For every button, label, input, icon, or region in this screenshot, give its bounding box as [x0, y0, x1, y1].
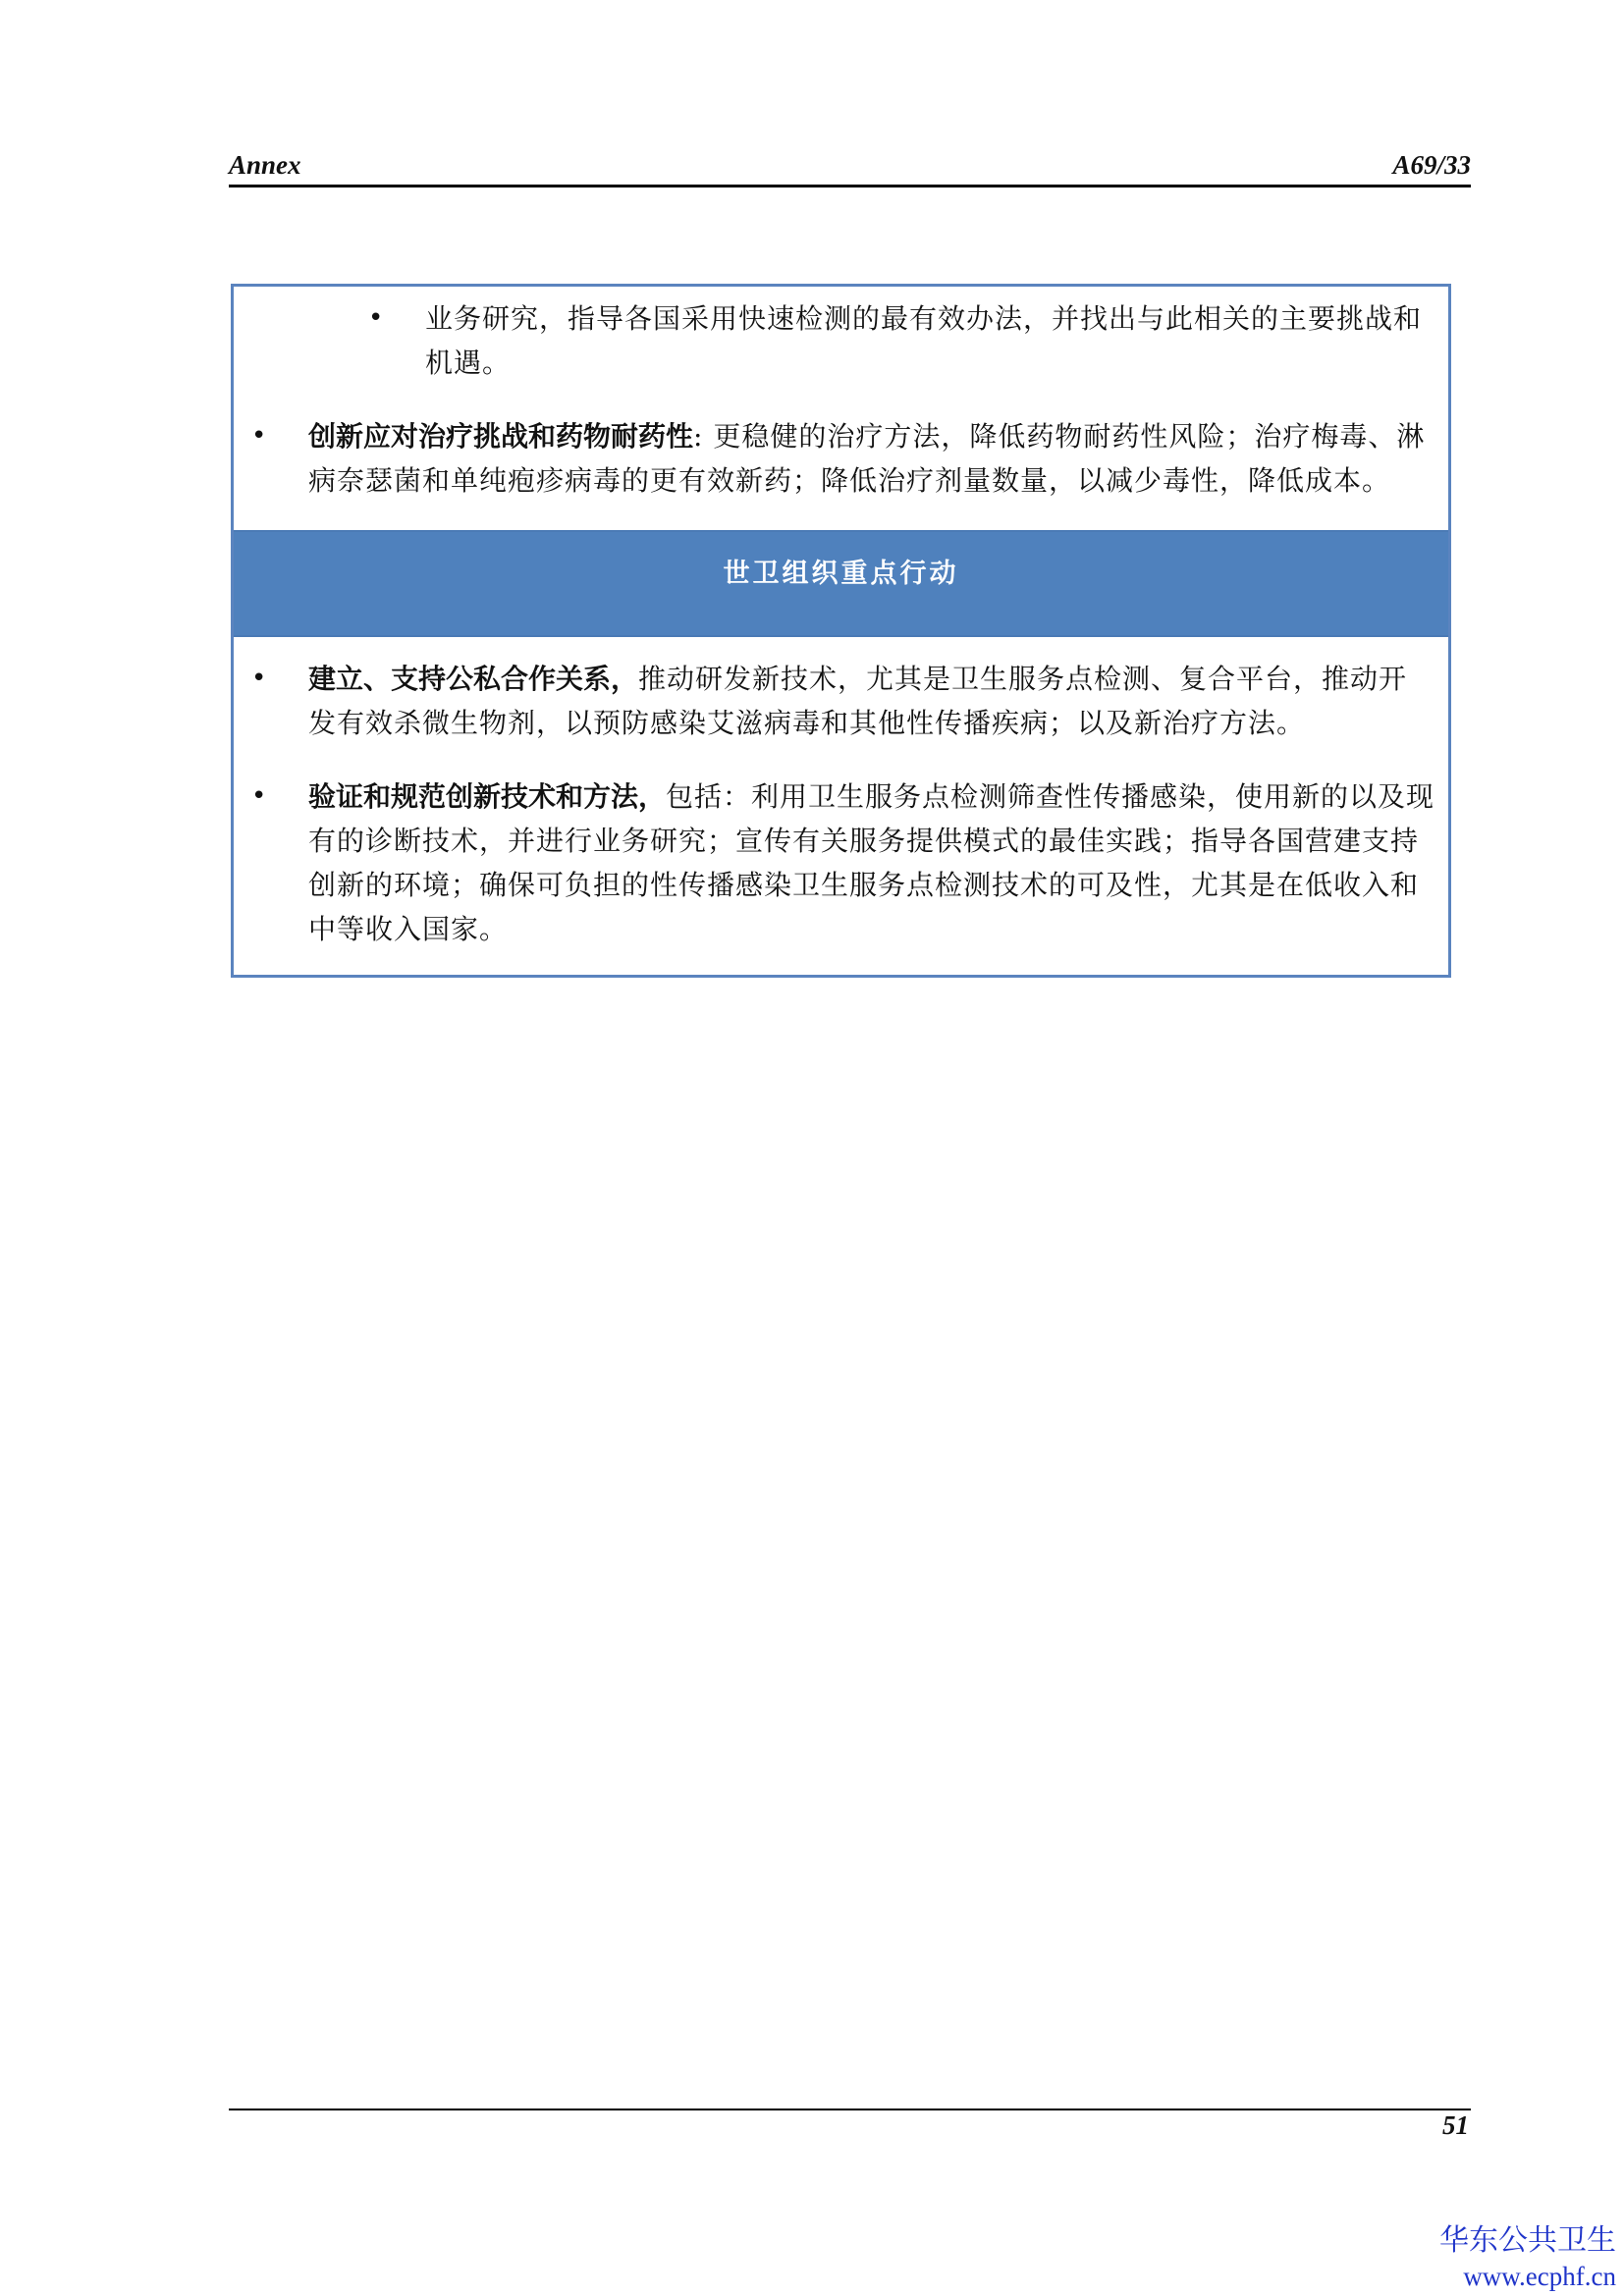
item-bold-lead: 创新应对治疗挑战和药物耐药性 [308, 420, 694, 453]
watermark-url: www.ecphf.cn [1463, 2262, 1616, 2291]
list-item-public-private-partnerships [251, 657, 1435, 745]
box-top-section [234, 287, 1448, 530]
header-annex-label: Annex [229, 150, 301, 180]
list-item-operational-research [368, 296, 1436, 385]
item-text: 包括：利用卫生服务点检测筛查性传播感染，使用新的以及现有的诊断技术，并进行业务研究；宣传有关服务提供模式的最佳实践；指导各国营建支持创新的环境；确保可负担的性传播感染卫生服务点检测技术的可及性，尤其是在低收入和中等收入国家。 [308, 780, 1435, 945]
list-item-treatment-innovation [251, 414, 1435, 503]
bullet-icon: • [251, 664, 268, 693]
who-priority-actions-banner [234, 530, 1448, 637]
item-text: 业务研究，指导各国采用快速检测的最有效办法，并找出与此相关的主要挑战和机遇。 [425, 302, 1423, 379]
banner-title: 世卫组织重点行动 [723, 559, 959, 589]
item-bold-lead: 验证和规范创新技术和方法， [308, 780, 667, 813]
item-text: 推动研发新技术，尤其是卫生服务点检测、复合平台，推动开发有效杀微生物剂，以预防感染艾滋病毒和其他性传播疾病；以及新治疗方法。 [308, 663, 1408, 739]
watermark-name: 华东公共卫生 [1439, 2223, 1616, 2258]
bullet-icon: • [368, 303, 385, 333]
watermark [1439, 2222, 1616, 2295]
list-item-validate-innovations [251, 774, 1435, 951]
footer-divider [229, 2109, 1471, 2110]
running-header [229, 150, 1471, 187]
header-document-code: A69/33 [1392, 150, 1471, 180]
content-box [231, 284, 1451, 978]
box-bottom-section [234, 637, 1448, 975]
item-bold-lead: 建立、支持公私合作关系， [308, 663, 639, 695]
bullet-icon: • [251, 781, 268, 811]
bullet-icon: • [251, 421, 268, 451]
page-number: 51 [1442, 2110, 1469, 2140]
item-text: : 更稳健的治疗方法，降低药物耐药性风险；治疗梅毒、淋病奈瑟菌和单纯疱疹病毒的更有效新药；降低治疗剂量数量，以减少毒性，降低成本。 [308, 420, 1426, 497]
